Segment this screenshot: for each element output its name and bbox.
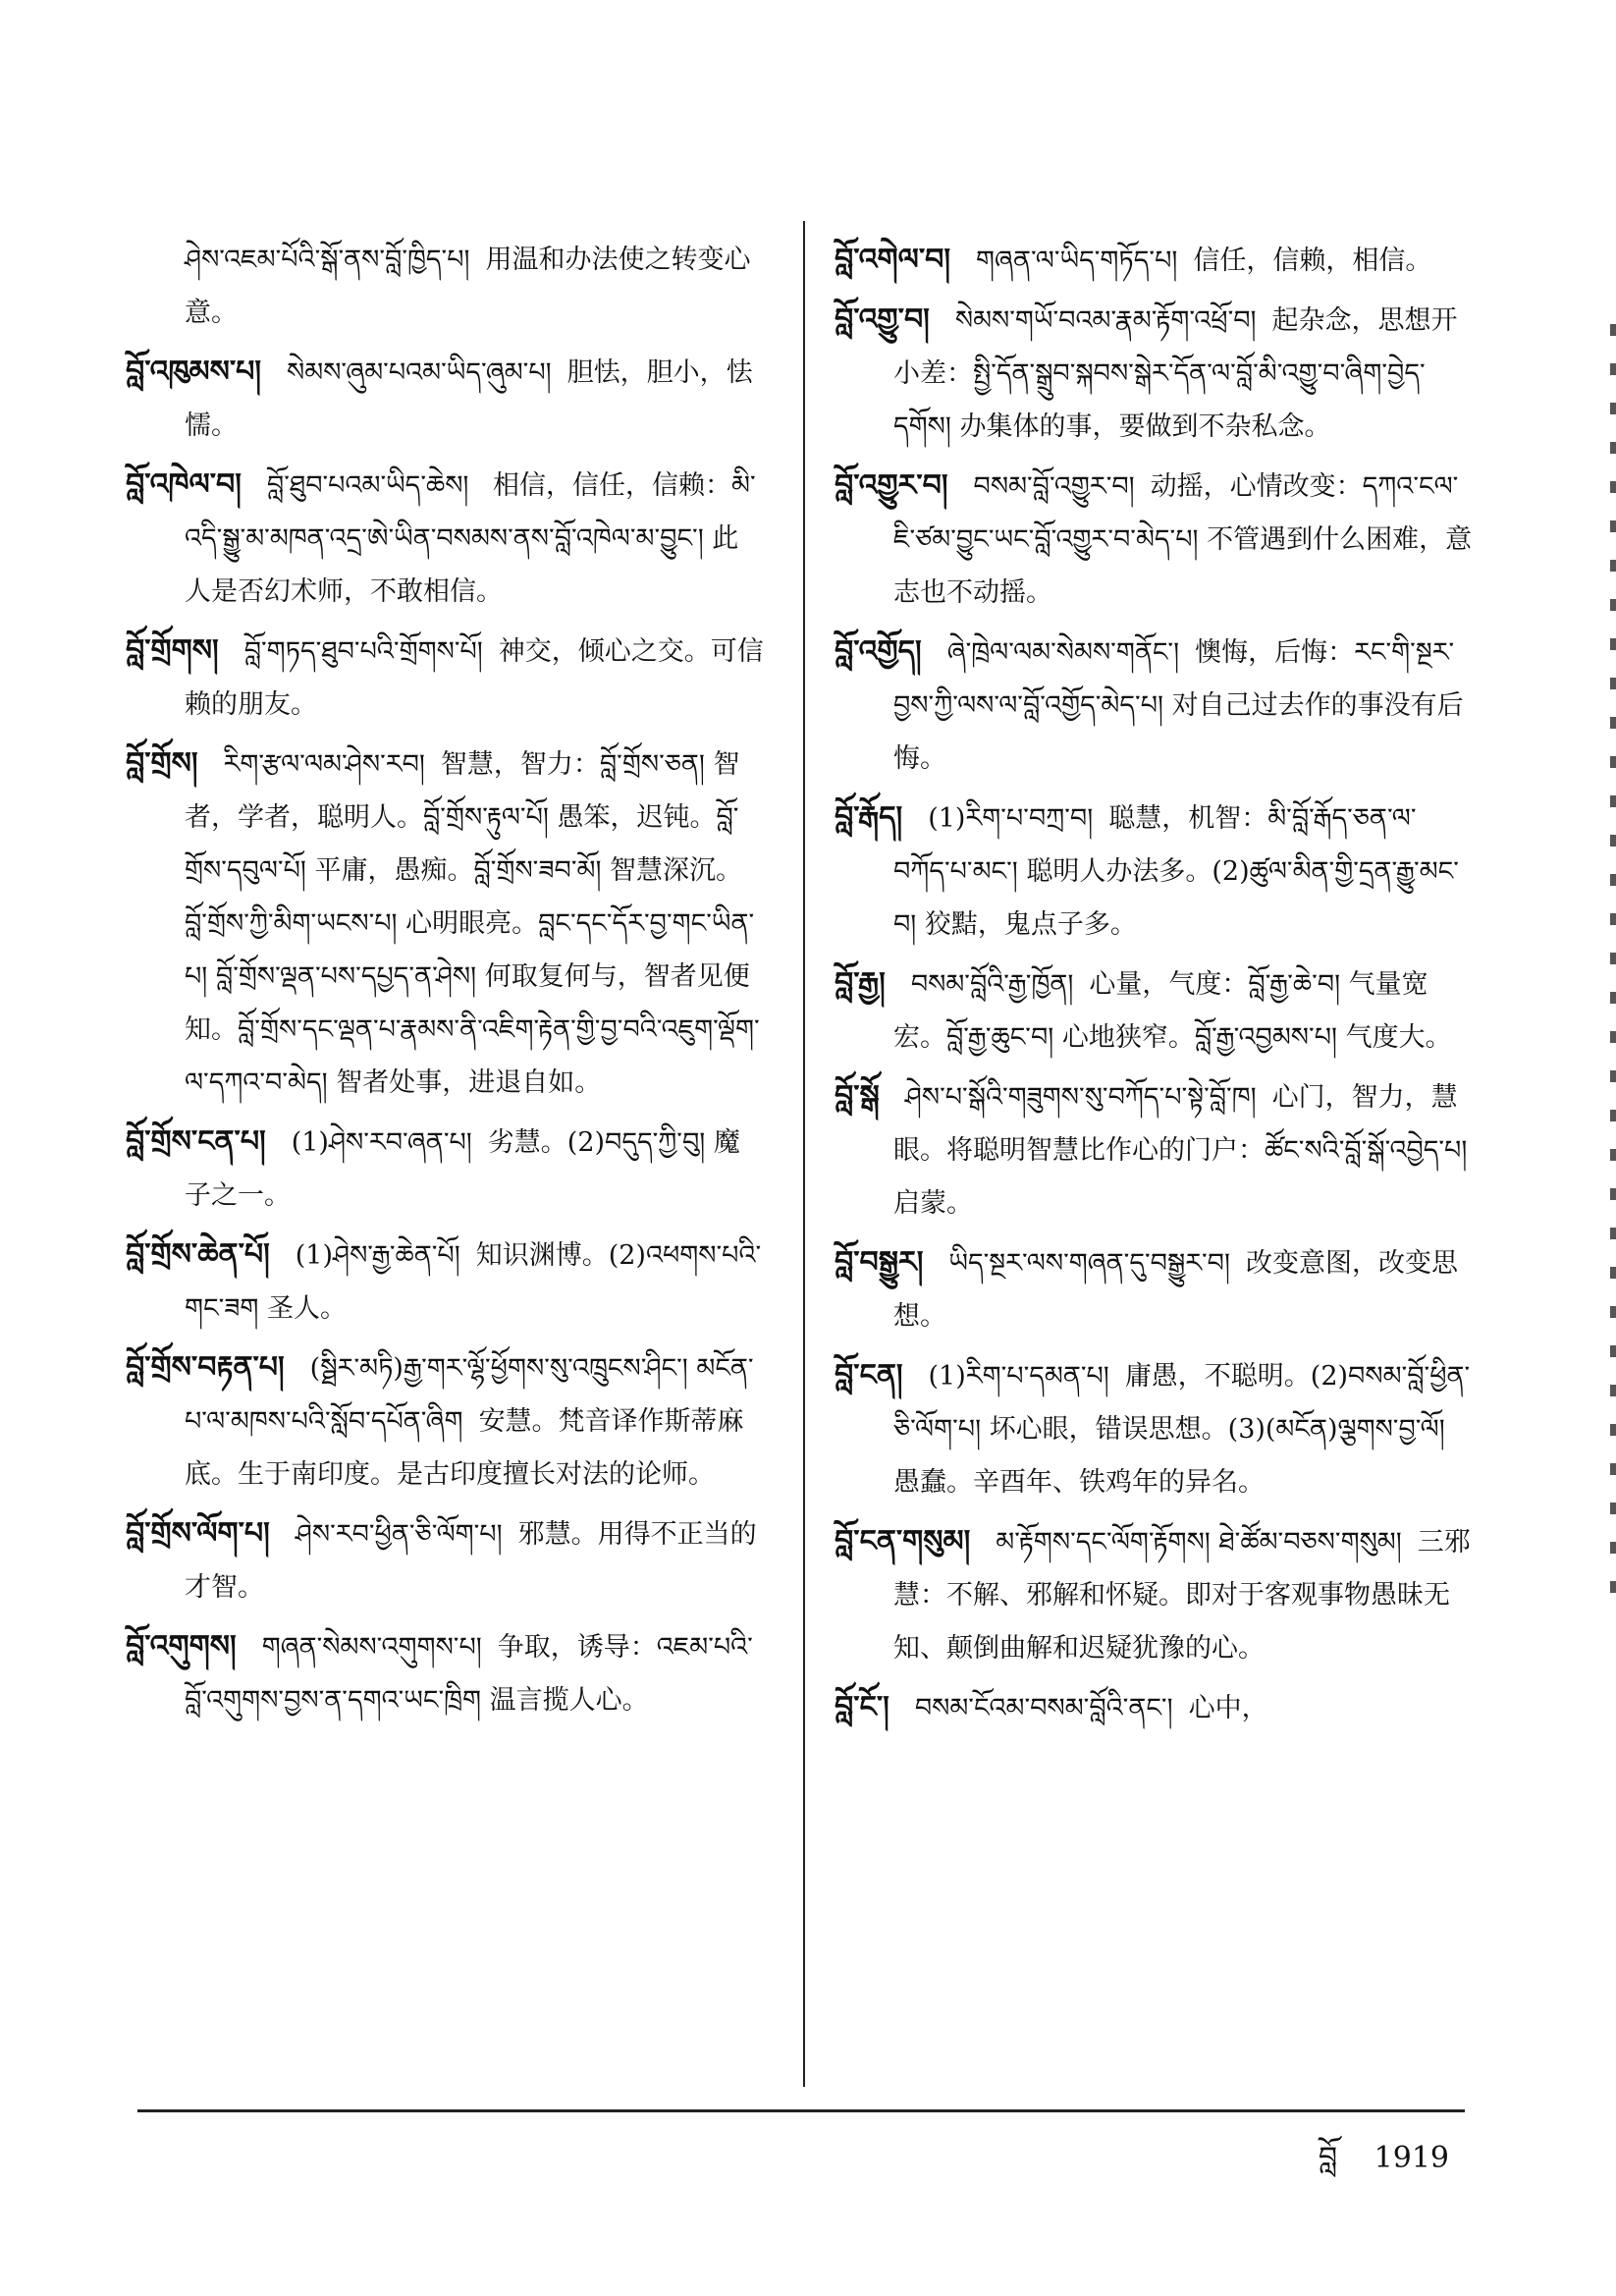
entry-headword: བློ་བསྒྱུར། (835, 1245, 924, 1280)
entry-tibetan-definition: མ་རྟོགས་དང་ལོག་རྟོགས། ཐེ་ཚོམ་བཅས་གསུམ། (996, 1527, 1402, 1558)
entry-chinese-definition: 相信，信任，信赖：མི་འདི་སྒྱུ་མ་མཁན་འདྲ་ཨེ་ཡིན་བསམས་ནས་བློ་འཁེལ་མ་བྱུང་། 此人是否幻术师，不敢相信。 (185, 470, 756, 607)
entry-headword: བློ་འགྱུར་བ། (835, 468, 948, 503)
dictionary-entry (835, 1515, 1473, 1675)
entry-tibetan-definition: (1)ཤེས་རྒྱ་ཆེན་པོ། (295, 1240, 460, 1271)
entry-tibetan-definition: བསམ་བློ་འགྱུར་བ། (973, 471, 1135, 502)
entry-chinese-definition: 心门，智力，慧眼。将聪明智慧比作心的门户：ཚོང་སའི་བློ་སྒོ་འབྱེད་པ། 启蒙。 (893, 1082, 1468, 1219)
dictionary-entry (126, 1620, 764, 1727)
entry-tibetan-definition: (སྠིར་མཏི)རྒྱ་གར་ལྷོ་ཕྱོགས་སུ་འཁྲུངས་ཤིང་། མངོན་པ་ལ་མཁས་པའི་སློབ་དཔོན་ཞིག (185, 1353, 754, 1437)
entry-tibetan-definition: སེམས་ཞུམ་པའམ་ཡིད་ཞུམ་པ། (287, 357, 552, 388)
dictionary-entry (835, 460, 1473, 620)
entry-headword: བློ་འགེལ་བ། (835, 243, 951, 277)
dictionary-entry (835, 1070, 1473, 1230)
entry-headword: བློ་གྲོས་བརྟན་པ། (126, 1350, 285, 1385)
entry-tibetan-definition: (1)རིག་པ་དམན་པ། (928, 1361, 1109, 1392)
right-column (835, 234, 1473, 1741)
entry-tibetan-definition: (1)རིག་པ་བཀྲ་བ། (928, 803, 1094, 834)
entry-chinese-definition: 三邪慧：不解、邪解和怀疑。即对于客观事物愚昧无知、颠倒曲解和迟疑犹豫的心。 (893, 1527, 1471, 1664)
entry-headword: བློ་རྒོད། (835, 800, 903, 835)
entry-headword: བློ་འཁེལ་བ། (126, 467, 242, 502)
entry-chinese-definition: 聪慧，机智：མི་བློ་རྒོད་ཅན་ལ་བཀོད་པ་མང་། 聪明人办法多。(2)ཚུལ་མིན་གྱི་དྲན་རྒྱུ་མང་བ། 狡黠，鬼点子多。 (893, 803, 1459, 940)
entry-headword: བློ་འཁུམས་པ། (126, 355, 262, 389)
entry-chinese-definition: 胆怯，胆小，怯懦。 (185, 357, 753, 441)
entry-tibetan-definition: ཡིད་སྔར་ལས་གཞན་དུ་བསྒྱུར་བ། (948, 1248, 1230, 1279)
entry-headword: བློ་འགྱོད། (835, 634, 922, 669)
entry-tibetan-definition: བསམ་བློའི་རྒྱ་ཁྱོན། (910, 969, 1074, 1000)
dictionary-entry (835, 792, 1473, 952)
entry-chinese-definition: 邪慧。用得不正当的才智。 (185, 1519, 757, 1603)
dictionary-entry (835, 626, 1473, 786)
entry-chinese-definition: 动摇，心情改变：དཀའ་ངལ་ཇི་ཙམ་བྱུང་ཡང་བློ་འགྱུར་བ་མེད་པ། 不管遇到什么困难，意志也不动摇。 (893, 471, 1473, 608)
entry-headword: བློ་རྒྱ། (835, 966, 886, 1001)
entry-tibetan-definition: བློ་ཐུབ་པའམ་ཡིད་ཆེས། (266, 470, 478, 501)
dictionary-entry (126, 738, 764, 1110)
dictionary-entry (835, 1236, 1473, 1343)
dictionary-entry (835, 294, 1473, 454)
entry-headword: བློ་གྲོགས། (126, 633, 219, 668)
entry-headword: བློ་གྲོས་ཆེན་པོ། (126, 1237, 270, 1272)
entry-chinese-definition: 神交，倾心之交。可信赖的朋友。 (185, 636, 764, 720)
entry-chinese-definition: 懊悔，后悔：རང་གི་སྔར་བྱས་ཀྱི་ལས་ལ་བློ་འགྱོད་མེད་པ། 对自己过去作的事没有后悔。 (893, 637, 1464, 774)
entry-headword: བློ་ངན། (835, 1358, 903, 1393)
entry-headword: བློ་འགྱུ་བ། (835, 302, 930, 337)
entry-headword: བློ་སྒོ (835, 1079, 880, 1114)
entry-chinese-definition: 心中， (1188, 1693, 1268, 1723)
entry-tibetan-definition: རིག་རྩལ་ལམ་ཤེས་རབ། (223, 749, 425, 780)
entry-headword: བློ་གྲོས་ལོག་པ། (126, 1516, 270, 1551)
dictionary-entry (126, 1229, 764, 1336)
entry-chinese-definition: 劣慧。(2)བདུད་ཀྱི་བུ། 魔子之一。 (185, 1127, 740, 1211)
entry-chinese-definition: 庸愚，不聪明。(2)བསམ་བློ་ཕྱིན་ཅི་ལོག་པ། 坏心眼，错误思想。(3)(མངོན)ལྕགས་བྱ་ལོ། 愚蠢。辛酉年、铁鸡年的异名。 (893, 1361, 1471, 1498)
page-number: 1919 (1374, 2141, 1449, 2175)
entry-chinese-definition: 安慧。梵音译作斯蒂麻底。生于南印度。是古印度擅长对法的论师。 (185, 1406, 744, 1490)
entry-tibetan-definition: སེམས་གཡོ་བའམ་རྣམ་རྟོག་འཕྲོ་བ། (954, 305, 1257, 336)
dictionary-entry (835, 234, 1473, 288)
entry-tibetan-definition: ཤེས་རབ་ཕྱིན་ཅི་ལོག་པ། (295, 1519, 503, 1550)
dictionary-entry (126, 459, 764, 619)
entry-chinese-definition: 心量，气度：བློ་རྒྱ་ཆེ་བ། 气量宽宏。བློ་རྒྱ་ཆུང་བ། 心地狭窄。བློ་རྒྱ་འབྱམས་པ། 气度大。 (893, 969, 1452, 1053)
entry-chinese-definition: 起杂念，思想开小差：སྤྱི་དོན་སྒྲུབ་སྐབས་སྒེར་དོན་ལ་བློ་མི་འགྱུ་བ་ཞིག་བྱེད་དགོས། 办集体的事，要做到不杂私念。 (893, 305, 1458, 442)
dictionary-entry (835, 1349, 1473, 1509)
entry-chinese-definition: 改变意图，改变思想。 (893, 1248, 1458, 1332)
entry-tibetan-definition: ཤེས་འཇམ་པོའི་སྒོ་ནས་བློ་ཁྱིད་པ། (185, 245, 470, 275)
entry-chinese-definition: 用温和办法使之转变心意。 (185, 245, 751, 328)
entry-headword: བློ་གྲོས་ངན་པ། (126, 1124, 266, 1159)
entry-headword: བློ་ངོ་། (835, 1690, 889, 1724)
entry-headword: བློ་འགུགས། (126, 1629, 237, 1664)
column-divider (803, 221, 805, 2087)
dictionary-entry (126, 1507, 764, 1614)
entry-tibetan-definition: ཤེས་པ་སྒོའི་གཟུགས་སུ་བཀོད་པ་སྟེ་བློ་ཁ། (904, 1082, 1257, 1113)
entry-chinese-definition: 信任，信赖，相信。 (1193, 246, 1432, 276)
entry-headword: བློ་ངན་གསུམ། (835, 1524, 971, 1558)
entry-tibetan-definition: གཞན་སེམས་འགུགས་པ། (261, 1632, 482, 1663)
entry-tibetan-definition: བློ་གཏད་ཐུབ་པའི་གྲོགས་པོ། (243, 636, 483, 667)
entry-tibetan-definition: བསམ་ངོའམ་བསམ་བློའི་ནང་། (914, 1693, 1173, 1723)
dictionary-entry (126, 1341, 764, 1502)
entry-tibetan-definition: (1)ཤེས་རབ་ཞན་པ། (291, 1127, 472, 1158)
dictionary-entry (835, 957, 1473, 1065)
footer-letter: བློ (1318, 2141, 1338, 2175)
entry-chinese-definition: 智慧，智力：བློ་གྲོས་ཅན། 智者，学者，聪明人。བློ་གྲོས་རྟུལ་པོ། 愚笨，迟钝。བློ་གྲོས་དབུལ་པོ། 平庸，愚痴。བློ་གྲོས་ཟབ་མོ། 智慧深沉。བློ་གྲོས་ཀྱི་མིག་ཡངས་པ། 心明眼亮。བླང་དང་དོར་བྱ་གང་ཡིན་པ། བློ་གྲོས་ལྡན་པས་དཔྱད་ན་ཤེས། 何取复何与，智者见便知。བློ་གྲོས་དང་ལྡན་པ་རྣམས་ནི་འཇིག་རྟེན་གྱི་བྱ་བའི་འཇུག་ལྡོག་ལ་དཀའ་བ་མེད། 智者处事，进退自如。 (185, 749, 760, 1098)
left-column (126, 234, 764, 1733)
dictionary-entry (126, 346, 764, 453)
entry-headword: བློ་གྲོས། (126, 746, 198, 781)
footer-rule (137, 2109, 1465, 2112)
dictionary-entry (126, 625, 764, 732)
scan-edge-marks (1610, 324, 1616, 1601)
dictionary-entry (835, 1681, 1473, 1735)
entry-chinese-definition: 争取，诱导：འཇམ་པའི་བློ་འགུགས་བྱས་ན་དགའ་ཡང་ཁྲིག 温言揽人心。 (185, 1632, 753, 1716)
page-footer (1291, 2125, 1449, 2208)
entry-chinese-definition: 知识渊博。(2)འཕགས་པའི་གང་ཟག 圣人。 (185, 1240, 762, 1324)
entry-tibetan-definition: གཞན་ལ་ཡིད་གཏོད་པ། (976, 246, 1178, 276)
dictionary-entry (126, 1116, 764, 1223)
entry-tibetan-definition: ཞེ་ཁྲེལ་ལམ་སེམས་གནོང་། (946, 637, 1180, 668)
dictionary-entry (126, 234, 764, 340)
